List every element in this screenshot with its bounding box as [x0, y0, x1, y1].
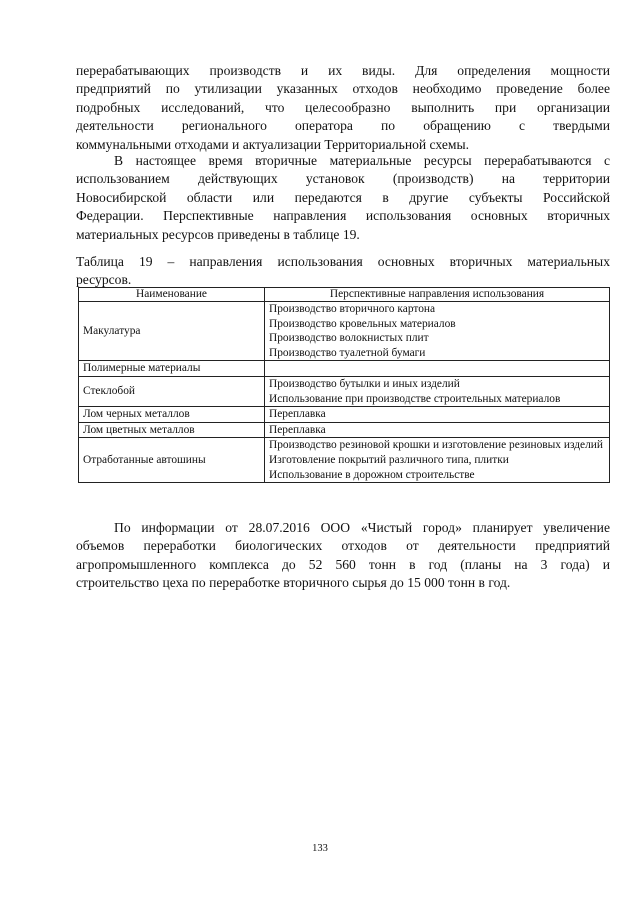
material-name: Лом черных металлов: [79, 407, 265, 423]
table-row: [79, 407, 610, 423]
material-name: Отработанные автошины: [79, 438, 265, 483]
directions-cell: [265, 376, 610, 406]
column-header-name: Наименование: [79, 288, 265, 302]
directions-table: [78, 287, 610, 483]
direction-item: Переплавка: [269, 408, 326, 421]
paragraph-line: По информации от 28.07.2016 ООО «Чистый город» планирует увеличение: [114, 520, 610, 535]
paragraph-3: [76, 519, 610, 593]
paragraph-2: [76, 152, 610, 244]
table-caption-text: [76, 253, 610, 290]
table-caption: [76, 253, 610, 290]
direction-item: Производство туалетной бумаги: [269, 346, 426, 359]
paragraph-3-text: [76, 519, 610, 593]
direction-item: Производство вторичного картона: [269, 303, 436, 315]
paragraph-line: подробных исследований, что целесообразно выполнить при организации: [76, 99, 610, 115]
table-row: [79, 422, 610, 438]
directions-cell: [265, 438, 610, 483]
material-name: Полимерные материалы: [79, 361, 265, 377]
paragraph-line: деятельности регионального оператора по обращению с твердыми: [76, 118, 610, 134]
paragraph-line: агропромышленного комплекса до 52 560 тонн в год (планы на 3 года) и: [76, 556, 610, 572]
paragraph-line: строительство цеха по переработке вторичного сырья до 15 000 тонн в год.: [76, 575, 511, 591]
table-row: [79, 376, 610, 406]
column-header-directions: Перспективные направления использования: [265, 288, 610, 302]
direction-item: Производство резиновой крошки и изготовление резиновых изделий: [269, 439, 603, 452]
paragraph-line: материальных ресурсов приведены в таблице 19.: [76, 226, 360, 242]
paragraph-line: Новосибирской области или передаются в другие субъекты Российской: [76, 189, 610, 205]
paragraph-line: В настоящее время вторичные материальные ресурсы перерабатываются с: [114, 153, 610, 168]
table-row: [79, 361, 610, 377]
paragraph-line: использованием действующих установок (производств) на территории: [76, 171, 610, 187]
paragraph-1-text: [76, 62, 610, 154]
direction-item: Производство бутылки и иных изделий: [269, 377, 460, 390]
direction-item: Производство волокнистых плит: [269, 332, 429, 345]
direction-item: Использование в дорожном строительстве: [269, 468, 475, 481]
page-number: 133: [312, 843, 328, 854]
table-row: [79, 302, 610, 361]
directions-cell: [265, 302, 610, 361]
directions-cell: [265, 407, 610, 423]
paragraph-line: Федерации. Перспективные направления использования основных вторичных: [76, 208, 610, 224]
direction-item: Переплавка: [269, 423, 326, 436]
paragraph-1: [76, 62, 610, 154]
paragraph-2-text: [76, 152, 610, 244]
directions-cell: [265, 422, 610, 438]
material-name: Лом цветных металлов: [79, 422, 265, 438]
material-name: Макулатура: [79, 302, 265, 361]
table-header-row: [79, 288, 610, 302]
paragraph-line: объемов переработки биологических отходов от деятельности предприятий: [76, 538, 610, 554]
table-row: [79, 438, 610, 483]
paragraph-line: предприятий по утилизации указанных отходов необходимо проведение более: [76, 81, 610, 97]
direction-item: Изготовление покрытий различного типа, плитки: [269, 453, 509, 466]
directions-cell: [265, 361, 610, 377]
caption-line: Таблица 19 – направления использования основных вторичных материальных: [76, 254, 610, 269]
direction-item: Производство кровельных материалов: [269, 317, 456, 330]
paragraph-line: перерабатывающих производств и их виды. Для определения мощности: [76, 63, 610, 78]
caption-line: ресурсов.: [76, 272, 132, 288]
direction-item: [269, 361, 605, 376]
direction-item: Использование при производстве строительных материалов: [269, 392, 561, 405]
paragraph-line: коммунальными отходами и актуализации Территориальной схемы.: [76, 136, 470, 152]
material-name: Стеклобой: [79, 376, 265, 406]
